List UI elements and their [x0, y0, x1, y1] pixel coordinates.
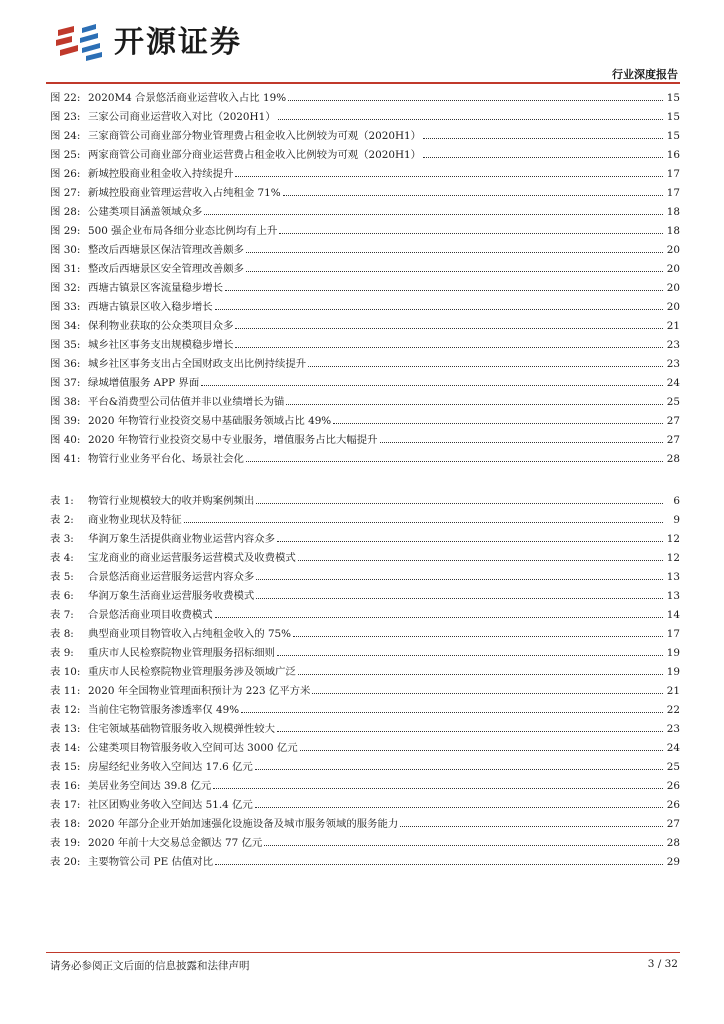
toc-entry-page: 14	[666, 609, 680, 621]
brand-mark-icon	[52, 22, 108, 64]
toc-entry-title: 物管行业业务平台化、场景社会化	[88, 453, 244, 465]
toc-leader-dots	[215, 864, 663, 865]
toc-entry[interactable]	[50, 374, 680, 393]
toc-entry-number: 表 2:	[50, 514, 74, 526]
toc-entry-number: 图 22:	[50, 92, 81, 104]
toc-leader-dots	[288, 100, 663, 101]
toc-leader-dots	[283, 195, 663, 196]
toc-entry-title: 三家商管公司商业部分物业管理费占租金收入比例较为可观（2020H1）	[88, 130, 422, 142]
toc-entry-page: 19	[666, 666, 680, 678]
toc-entry-number: 表 10:	[50, 666, 81, 678]
toc-leader-dots	[246, 461, 663, 462]
toc-entry-number: 图 28:	[50, 206, 81, 218]
toc-entry[interactable]	[50, 530, 680, 549]
toc-entry-title: 2020M4 合景悠活商业运营收入占比 19%	[88, 92, 287, 104]
toc-leader-dots	[293, 636, 663, 637]
toc-entry-page: 25	[666, 396, 680, 408]
toc-entry[interactable]	[50, 492, 680, 511]
toc-leader-dots	[204, 214, 663, 215]
toc-leader-dots	[255, 769, 663, 770]
toc-entry[interactable]	[50, 165, 680, 184]
toc-entry-title: 美居业务空间达 39.8 亿元	[88, 780, 212, 792]
page-header	[0, 0, 724, 84]
toc-leader-dots	[400, 826, 663, 827]
toc-leader-dots	[215, 309, 663, 310]
toc-entry-title: 重庆市人民检察院物业管理服务招标细则	[88, 647, 276, 659]
toc-entry-title: 房屋经纪业务收入空间达 17.6 亿元	[88, 761, 253, 773]
toc-entry[interactable]	[50, 355, 680, 374]
toc-leader-dots	[256, 503, 663, 504]
toc-leader-dots	[201, 385, 663, 386]
toc-entry[interactable]	[50, 317, 680, 336]
toc-entry-title: 两家商管公司商业部分商业运营费占租金收入比例较为可观（2020H1）	[88, 149, 422, 161]
toc-entry-number: 表 1:	[50, 495, 74, 507]
toc-leader-dots	[286, 404, 663, 405]
toc-entry[interactable]	[50, 222, 680, 241]
toc-entry-title: 住宅领域基础物管服务收入规模弹性较大	[88, 723, 276, 735]
toc-entry-number: 表 3:	[50, 533, 74, 545]
toc-entry-title: 西塘古镇景区收入稳步增长	[88, 301, 213, 313]
toc-entry-number: 表 11:	[50, 685, 81, 697]
toc-entry[interactable]	[50, 644, 680, 663]
toc-entry[interactable]	[50, 777, 680, 796]
toc-entry-page: 9	[673, 514, 680, 526]
toc-entry[interactable]	[50, 511, 680, 530]
toc-entry-number: 表 5:	[50, 571, 74, 583]
toc-entry-page: 15	[666, 130, 680, 142]
toc-leader-dots	[264, 845, 663, 846]
toc-entry[interactable]	[50, 549, 680, 568]
toc-leader-dots	[308, 366, 663, 367]
toc-entry-number: 表 8:	[50, 628, 74, 640]
toc-leader-dots	[423, 157, 663, 158]
toc-entry-number: 表 7:	[50, 609, 74, 621]
report-type-label: 行业深度报告	[612, 68, 678, 81]
toc-entry-page: 28	[666, 837, 680, 849]
toc-entry-title: 新城控股商业管理运营收入占纯租金 71%	[88, 187, 281, 199]
toc-entry[interactable]	[50, 393, 680, 412]
toc-entry-title: 2020 年部分企业开始加速强化设施设备及城市服务领域的服务能力	[88, 818, 399, 830]
toc-entry[interactable]	[50, 701, 680, 720]
toc-entry-number: 图 35:	[50, 339, 81, 351]
toc-entry-title: 宝龙商业的商业运营服务运营模式及收费模式	[88, 552, 296, 564]
toc-entry-title: 2020 年物管行业投资交易中专业服务，增值服务占比大幅提升	[88, 434, 378, 446]
toc-entry-title: 保利物业获取的公众类项目众多	[88, 320, 234, 332]
toc-entry-number: 图 33:	[50, 301, 81, 313]
toc-entry-title: 2020 年物管行业投资交易中基础服务领域占比 49%	[88, 415, 332, 427]
toc-entry-number: 图 34:	[50, 320, 81, 332]
toc-entry[interactable]	[50, 834, 680, 853]
toc-entry-title: 公建类项目涵盖领域众多	[88, 206, 203, 218]
toc-leader-dots	[215, 617, 663, 618]
toc-entry-title: 新城控股商业租金收入持续提升	[88, 168, 234, 180]
toc-entry-number: 图 40:	[50, 434, 81, 446]
toc-entry[interactable]	[50, 108, 680, 127]
toc-entry-title: 城乡社区事务支出规模稳步增长	[88, 339, 234, 351]
toc-leader-dots	[277, 541, 663, 542]
toc-entry-title: 商业物业现状及特征	[88, 514, 182, 526]
toc-entry-title: 城乡社区事务支出占全国财政支出比例持续提升	[88, 358, 307, 370]
toc-leader-dots	[184, 522, 663, 523]
toc-leader-dots	[235, 347, 663, 348]
toc-leader-dots	[246, 271, 663, 272]
toc-entry[interactable]	[50, 241, 680, 260]
toc-entry-number: 图 23:	[50, 111, 81, 123]
toc-entry-page: 13	[666, 571, 680, 583]
toc-entry[interactable]	[50, 127, 680, 146]
page-number: 3 / 32	[647, 958, 678, 970]
legal-disclaimer: 请务必参阅正文后面的信息披露和法律声明	[50, 960, 250, 972]
toc-entry-page: 22	[666, 704, 680, 716]
toc-entry[interactable]	[50, 606, 680, 625]
toc-entry-number: 图 30:	[50, 244, 81, 256]
toc-leader-dots	[256, 579, 663, 580]
toc-entry-page: 19	[666, 647, 680, 659]
toc-entry-page: 6	[673, 495, 680, 507]
toc-entry-page: 23	[666, 339, 680, 351]
toc-entry-number: 图 31:	[50, 263, 81, 275]
toc-leader-dots	[300, 750, 663, 751]
toc-entry-number: 图 27:	[50, 187, 81, 199]
toc-entry-title: 2020 年前十大交易总金额达 77 亿元	[88, 837, 263, 849]
toc-leader-dots	[241, 712, 663, 713]
toc-entry-page: 17	[666, 628, 680, 640]
toc-entry-number: 表 14:	[50, 742, 81, 754]
toc-entry[interactable]	[50, 758, 680, 777]
brand-logo	[52, 22, 242, 64]
toc-entry-title: 西塘古镇景区客流量稳步增长	[88, 282, 224, 294]
toc-entry[interactable]	[50, 336, 680, 355]
toc-entry[interactable]	[50, 796, 680, 815]
toc-entry-title: 华润万象生活提供商业物业运营内容众多	[88, 533, 276, 545]
toc-entry[interactable]	[50, 625, 680, 644]
table-index-list	[50, 492, 680, 872]
toc-entry-title: 整改后西塘景区保洁管理改善颇多	[88, 244, 244, 256]
toc-entry-number: 图 36:	[50, 358, 81, 370]
toc-entry-page: 18	[666, 225, 680, 237]
toc-leader-dots	[235, 176, 663, 177]
toc-leader-dots	[298, 560, 663, 561]
toc-entry[interactable]	[50, 568, 680, 587]
toc-entry-page: 21	[666, 685, 680, 697]
toc-entry-page: 20	[666, 244, 680, 256]
toc-entry[interactable]	[50, 146, 680, 165]
toc-entry-number: 图 39:	[50, 415, 81, 427]
toc-entry-number: 表 4:	[50, 552, 74, 564]
toc-entry-title: 当前住宅物管服务渗透率仅 49%	[88, 704, 240, 716]
toc-entry-number: 表 9:	[50, 647, 74, 659]
toc-entry-page: 15	[666, 92, 680, 104]
toc-entry-number: 图 38:	[50, 396, 81, 408]
toc-entry-page: 26	[666, 799, 680, 811]
toc-entry-title: 2020 年全国物业管理面积预计为 223 亿平方米	[88, 685, 311, 697]
toc-leader-dots	[298, 674, 663, 675]
toc-leader-dots	[225, 290, 663, 291]
toc-entry-title: 典型商业项目物管收入占纯租金收入的 75%	[88, 628, 292, 640]
toc-entry-title: 三家公司商业运营收入对比（2020H1）	[88, 111, 276, 123]
toc-entry-page: 17	[666, 187, 680, 199]
toc-leader-dots	[277, 655, 663, 656]
toc-entry[interactable]	[50, 89, 680, 108]
toc-leader-dots	[246, 252, 663, 253]
toc-leader-dots	[277, 731, 663, 732]
toc-entry[interactable]	[50, 853, 680, 872]
toc-entry-page: 21	[666, 320, 680, 332]
header-divider	[46, 82, 680, 84]
toc-entry-page: 17	[666, 168, 680, 180]
toc-entry[interactable]	[50, 682, 680, 701]
toc-leader-dots	[235, 328, 663, 329]
figure-index-list	[50, 89, 680, 469]
toc-entry-page: 12	[666, 552, 680, 564]
toc-entry-number: 图 32:	[50, 282, 81, 294]
toc-entry-number: 表 17:	[50, 799, 81, 811]
toc-entry-number: 图 26:	[50, 168, 81, 180]
toc-entry[interactable]	[50, 739, 680, 758]
toc-entry-title: 社区团购业务收入空间达 51.4 亿元	[88, 799, 253, 811]
toc-entry-page: 27	[666, 415, 680, 427]
toc-leader-dots	[312, 693, 663, 694]
toc-entry-page: 26	[666, 780, 680, 792]
toc-leader-dots	[256, 598, 663, 599]
toc-entry-number: 表 16:	[50, 780, 81, 792]
toc-entry[interactable]	[50, 203, 680, 222]
toc-entry[interactable]	[50, 663, 680, 682]
toc-entry[interactable]	[50, 815, 680, 834]
toc-entry-title: 主要物管公司 PE 估值对比	[88, 856, 214, 868]
toc-entry-title: 平台&消费型公司估值并非以业绩增长为锚	[88, 396, 285, 408]
toc-entry-page: 16	[666, 149, 680, 161]
toc-entry-page: 13	[666, 590, 680, 602]
toc-entry-page: 24	[666, 742, 680, 754]
toc-entry[interactable]	[50, 450, 680, 469]
toc-entry-number: 表 19:	[50, 837, 81, 849]
toc-entry-page: 20	[666, 301, 680, 313]
toc-entry[interactable]	[50, 412, 680, 431]
toc-entry-number: 表 18:	[50, 818, 81, 830]
toc-entry-number: 图 37:	[50, 377, 81, 389]
toc-entry[interactable]	[50, 431, 680, 450]
toc-entry-page: 15	[666, 111, 680, 123]
toc-entry[interactable]	[50, 184, 680, 203]
toc-entry-page: 12	[666, 533, 680, 545]
toc-entry-title: 华润万象生活商业运营服务收费模式	[88, 590, 255, 602]
toc-entry[interactable]	[50, 279, 680, 298]
toc-entry[interactable]	[50, 587, 680, 606]
toc-entry-page: 24	[666, 377, 680, 389]
toc-entry-number: 表 20:	[50, 856, 81, 868]
toc-leader-dots	[213, 788, 663, 789]
toc-leader-dots	[380, 442, 663, 443]
toc-leader-dots	[255, 807, 663, 808]
toc-entry-number: 表 12:	[50, 704, 81, 716]
toc-entry[interactable]	[50, 260, 680, 279]
toc-entry-page: 23	[666, 723, 680, 735]
toc-entry-number: 图 25:	[50, 149, 81, 161]
toc-entry-title: 绿城增值服务 APP 界面	[88, 377, 200, 389]
toc-entry-page: 27	[666, 818, 680, 830]
toc-entry-number: 表 13:	[50, 723, 81, 735]
toc-entry-number: 表 6:	[50, 590, 74, 602]
toc-entry-number: 图 41:	[50, 453, 81, 465]
toc-entry-title: 物管行业规模较大的收并购案例频出	[88, 495, 255, 507]
toc-entry[interactable]	[50, 298, 680, 317]
toc-leader-dots	[423, 138, 663, 139]
toc-entry-page: 23	[666, 358, 680, 370]
footer-divider	[46, 952, 680, 953]
toc-leader-dots	[333, 423, 663, 424]
toc-leader-dots	[279, 233, 663, 234]
toc-entry-page: 18	[666, 206, 680, 218]
toc-entry-page: 25	[666, 761, 680, 773]
toc-entry-number: 图 29:	[50, 225, 81, 237]
brand-name: 开源证券	[114, 25, 242, 60]
toc-entry-title: 整改后西塘景区安全管理改善颇多	[88, 263, 244, 275]
toc-entry[interactable]	[50, 720, 680, 739]
toc-entry-page: 28	[666, 453, 680, 465]
toc-entry-number: 图 24:	[50, 130, 81, 142]
toc-entry-page: 27	[666, 434, 680, 446]
toc-entry-title: 重庆市人民检察院物业管理服务涉及领域广泛	[88, 666, 296, 678]
toc-entry-page: 29	[666, 856, 680, 868]
toc-entry-page: 20	[666, 282, 680, 294]
toc-entry-title: 合景悠活商业项目收费模式	[88, 609, 213, 621]
toc-entry-title: 500 强企业布局各细分业态比例均有上升	[88, 225, 278, 237]
toc-entry-page: 20	[666, 263, 680, 275]
toc-entry-number: 表 15:	[50, 761, 81, 773]
toc-entry-title: 合景悠活商业运营服务运营内容众多	[88, 571, 255, 583]
toc-entry-title: 公建类项目物管服务收入空间可达 3000 亿元	[88, 742, 298, 754]
toc-leader-dots	[278, 119, 663, 120]
